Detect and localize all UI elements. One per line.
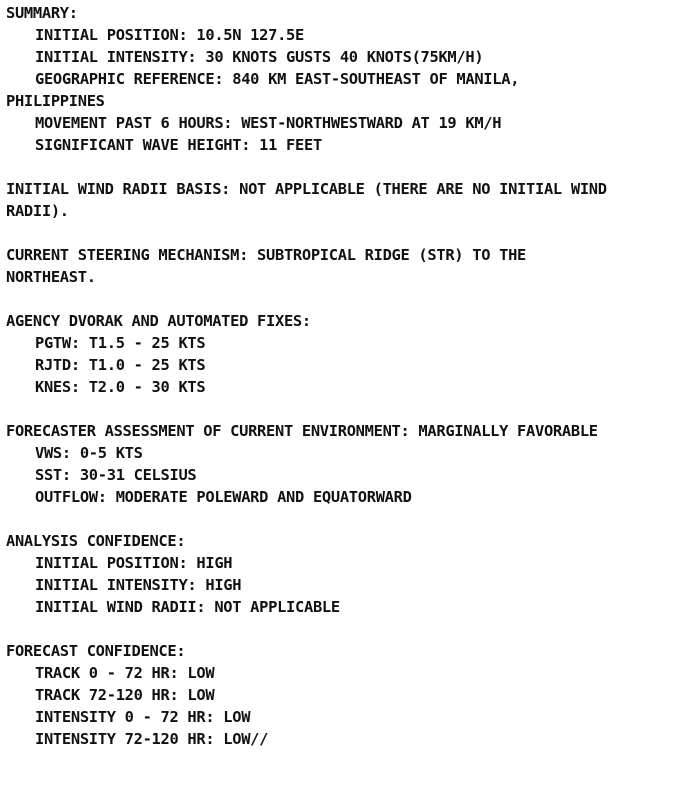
forecast-track-72-120: TRACK 72-120 HR: LOW <box>35 686 215 704</box>
steering-mechanism-cont: NORTHEAST. <box>6 268 96 286</box>
spacer <box>6 618 690 640</box>
dvorak-heading: AGENCY DVORAK AND AUTOMATED FIXES: <box>6 312 311 330</box>
initial-intensity: INITIAL INTENSITY: 30 KNOTS GUSTS 40 KNOTS(75KM/H) <box>35 48 484 66</box>
forecast-intensity-0-72: INTENSITY 0 - 72 HR: LOW <box>35 708 251 726</box>
spacer <box>6 156 690 178</box>
environment-sst: SST: 30-31 CELSIUS <box>35 466 197 484</box>
steering-mechanism: CURRENT STEERING MECHANISM: SUBTROPICAL RIDGE (STR) TO THE <box>6 246 527 264</box>
forecast-confidence-heading: FORECAST CONFIDENCE: <box>6 642 186 660</box>
analysis-confidence-heading: ANALYSIS CONFIDENCE: <box>6 532 186 550</box>
significant-wave-height: SIGNIFICANT WAVE HEIGHT: 11 FEET <box>35 136 322 154</box>
initial-position: INITIAL POSITION: 10.5N 127.5E <box>35 26 304 44</box>
wind-radii-basis-cont: RADII). <box>6 202 69 220</box>
environment-heading: FORECASTER ASSESSMENT OF CURRENT ENVIRONMENT: MARGINALLY FAVORABLE <box>6 422 598 440</box>
environment-outflow: OUTFLOW: MODERATE POLEWARD AND EQUATORWARD <box>35 488 412 506</box>
environment-vws: VWS: 0-5 KTS <box>35 444 143 462</box>
analysis-wind-radii: INITIAL WIND RADII: NOT APPLICABLE <box>35 598 340 616</box>
spacer <box>6 222 690 244</box>
movement-past-6-hours: MOVEMENT PAST 6 HOURS: WEST-NORTHWESTWARD AT 19 KM/H <box>35 114 502 132</box>
dvorak-fix-rjtd: RJTD: T1.0 - 25 KTS <box>35 356 206 374</box>
geographic-reference-cont: PHILIPPINES <box>6 92 105 110</box>
spacer <box>6 398 690 420</box>
dvorak-fix-pgtw: PGTW: T1.5 - 25 KTS <box>35 334 206 352</box>
dvorak-fix-knes: KNES: T2.0 - 30 KTS <box>35 378 206 396</box>
spacer <box>6 508 690 530</box>
wind-radii-basis: INITIAL WIND RADII BASIS: NOT APPLICABLE (THERE ARE NO INITIAL WIND <box>6 180 607 198</box>
spacer <box>6 288 690 310</box>
geographic-reference: GEOGRAPHIC REFERENCE: 840 KM EAST-SOUTHEAST OF MANILA, <box>35 70 520 88</box>
summary-heading: SUMMARY: <box>6 4 78 22</box>
forecast-track-0-72: TRACK 0 - 72 HR: LOW <box>35 664 215 682</box>
forecast-intensity-72-120: INTENSITY 72-120 HR: LOW// <box>35 730 269 748</box>
analysis-position: INITIAL POSITION: HIGH <box>35 554 233 572</box>
analysis-intensity: INITIAL INTENSITY: HIGH <box>35 576 242 594</box>
bulletin-text <box>6 2 690 750</box>
